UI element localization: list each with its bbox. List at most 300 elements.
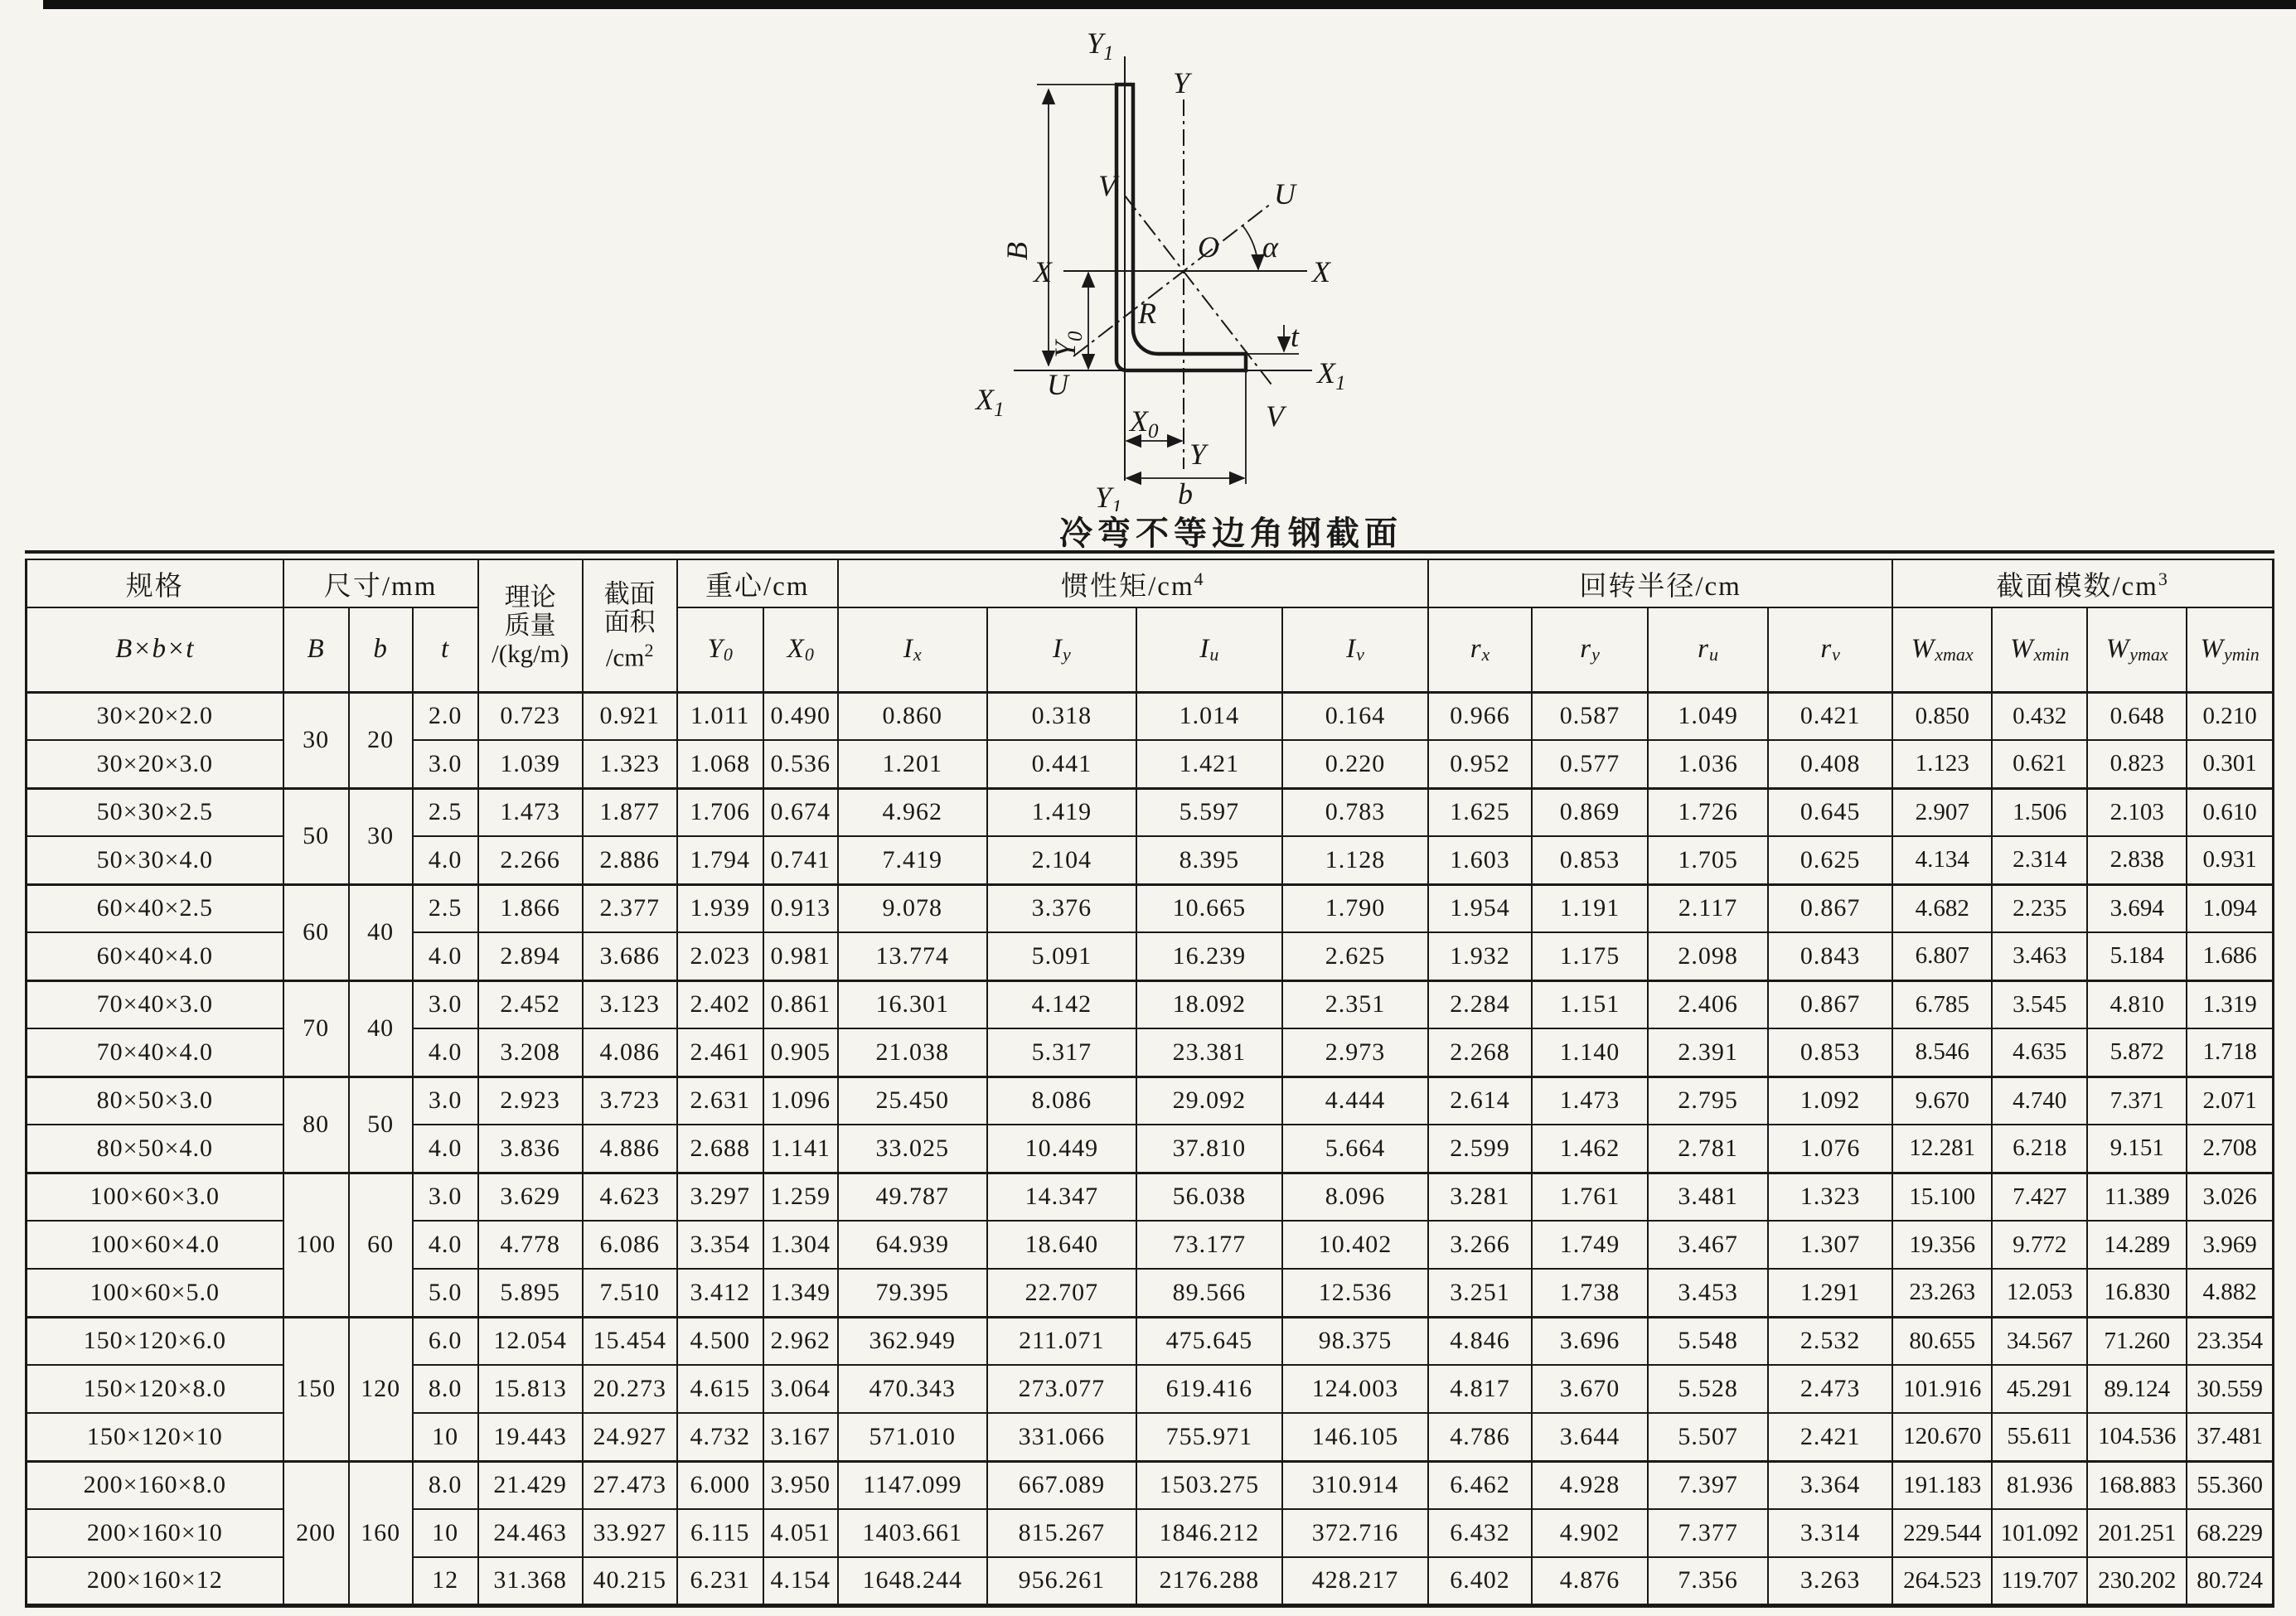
label-x-left: X xyxy=(1034,255,1052,288)
value-cell: 0.490 xyxy=(763,692,838,740)
spec-cell: 100×60×4.0 xyxy=(27,1221,283,1269)
value-cell: 0.913 xyxy=(763,884,838,932)
value-cell: 98.375 xyxy=(1282,1317,1428,1365)
value-cell: 0.921 xyxy=(583,692,677,740)
value-cell: 12 xyxy=(413,1557,478,1605)
value-cell: 4.902 xyxy=(1532,1509,1648,1557)
value-cell: 4.817 xyxy=(1428,1365,1532,1413)
spec-cell: 100×60×3.0 xyxy=(27,1173,283,1221)
value-cell: 20.273 xyxy=(583,1365,677,1413)
col-iu: $I_u$ xyxy=(1136,607,1282,692)
value-cell: 80.655 xyxy=(1892,1317,1992,1365)
value-cell: 12.536 xyxy=(1282,1269,1428,1317)
spec-cell: 150×120×10 xyxy=(27,1413,283,1461)
value-cell: 0.783 xyxy=(1282,788,1428,836)
value-cell: 2.406 xyxy=(1648,980,1768,1028)
value-cell: 3.545 xyxy=(1992,980,2087,1028)
value-cell: 120.670 xyxy=(1892,1413,1992,1461)
col-radius-group-header: 回转半径/cm xyxy=(1428,559,1892,607)
value-cell: 9.078 xyxy=(838,884,987,932)
value-cell: 1.625 xyxy=(1428,788,1532,836)
value-cell: 0.966 xyxy=(1428,692,1532,740)
value-cell: 4.0 xyxy=(413,1221,478,1269)
value-cell: 1147.099 xyxy=(838,1461,987,1509)
value-cell: 1.462 xyxy=(1532,1125,1648,1173)
value-cell: 3.314 xyxy=(1768,1509,1892,1557)
value-cell: 8.086 xyxy=(987,1077,1136,1125)
col-spec-header: 规格 xyxy=(27,559,283,607)
value-cell: 201.251 xyxy=(2087,1509,2187,1557)
value-cell: 168.883 xyxy=(2087,1461,2187,1509)
value-cell: 2.708 xyxy=(2187,1125,2273,1173)
diagram-caption: 冷弯不等边角钢截面 xyxy=(1059,515,1402,552)
col-b: b xyxy=(349,607,413,692)
value-cell: 2.268 xyxy=(1428,1028,1532,1077)
col-iv: $I_v$ xyxy=(1282,607,1428,692)
value-cell: 29.092 xyxy=(1136,1077,1282,1125)
value-cell: 16.239 xyxy=(1136,932,1282,980)
value-cell: 2.532 xyxy=(1768,1317,1892,1365)
value-cell: 2.631 xyxy=(677,1077,763,1125)
value-cell: 89.566 xyxy=(1136,1269,1282,1317)
value-cell: 1.011 xyxy=(677,692,763,740)
value-cell: 23.381 xyxy=(1136,1028,1282,1077)
col-size-group-header: 尺寸/mm xyxy=(283,559,478,607)
value-cell: 2.838 xyxy=(2087,836,2187,884)
value-cell: 273.077 xyxy=(987,1365,1136,1413)
value-cell: 1.096 xyxy=(763,1077,838,1125)
table-row xyxy=(27,884,2274,932)
col-rx: $r_x$ xyxy=(1428,607,1532,692)
value-cell: 1.068 xyxy=(677,740,763,788)
value-cell: 5.507 xyxy=(1648,1413,1768,1461)
label-y-top: Y xyxy=(1173,66,1190,99)
spec-cell: 60×40×4.0 xyxy=(27,932,283,980)
value-cell: 0.318 xyxy=(987,692,1136,740)
value-cell: 0.408 xyxy=(1768,740,1892,788)
value-cell: 25.450 xyxy=(838,1077,987,1125)
value-cell: 0.220 xyxy=(1282,740,1428,788)
value-cell: 1.603 xyxy=(1428,836,1532,884)
section-properties-table xyxy=(25,559,2274,1608)
value-cell: 1.094 xyxy=(2187,884,2273,932)
value-cell: 81.936 xyxy=(1992,1461,2087,1509)
value-cell: 3.453 xyxy=(1648,1269,1768,1317)
spec-cell: 50×30×2.5 xyxy=(27,788,283,836)
value-cell: 956.261 xyxy=(987,1557,1136,1605)
value-cell: 1.141 xyxy=(763,1125,838,1173)
value-cell: 2.235 xyxy=(1992,884,2087,932)
dim-b-cell: 40 xyxy=(349,884,413,980)
value-cell: 5.091 xyxy=(987,932,1136,980)
value-cell: 33.025 xyxy=(838,1125,987,1173)
axis-v xyxy=(1125,196,1274,388)
col-B: B xyxy=(283,607,349,692)
value-cell: 2.894 xyxy=(478,932,583,980)
value-cell: 7.371 xyxy=(2087,1077,2187,1125)
value-cell: 6.432 xyxy=(1428,1509,1532,1557)
value-cell: 1.473 xyxy=(1532,1077,1648,1125)
value-cell: 3.263 xyxy=(1768,1557,1892,1605)
col-iy: $I_y$ xyxy=(987,607,1136,692)
value-cell: 0.441 xyxy=(987,740,1136,788)
value-cell: 34.567 xyxy=(1992,1317,2087,1365)
value-cell: 7.397 xyxy=(1648,1461,1768,1509)
value-cell: 0.981 xyxy=(763,932,838,980)
value-cell: 2.5 xyxy=(413,884,478,932)
value-cell: 23.263 xyxy=(1892,1269,1992,1317)
value-cell: 2.284 xyxy=(1428,980,1532,1028)
value-cell: 16.301 xyxy=(838,980,987,1028)
value-cell: 5.528 xyxy=(1648,1365,1768,1413)
value-cell: 2.599 xyxy=(1428,1125,1532,1173)
value-cell: 2.098 xyxy=(1648,932,1768,980)
value-cell: 101.092 xyxy=(1992,1509,2087,1557)
value-cell: 15.100 xyxy=(1892,1173,1992,1221)
value-cell: 2.377 xyxy=(583,884,677,932)
value-cell: 3.481 xyxy=(1648,1173,1768,1221)
value-cell: 1.319 xyxy=(2187,980,2273,1028)
value-cell: 7.427 xyxy=(1992,1173,2087,1221)
value-cell: 0.931 xyxy=(2187,836,2273,884)
col-x0: $X_0$ xyxy=(763,607,838,692)
value-cell: 2.402 xyxy=(677,980,763,1028)
value-cell: 3.0 xyxy=(413,1173,478,1221)
value-cell: 0.869 xyxy=(1532,788,1648,836)
value-cell: 0.860 xyxy=(838,692,987,740)
value-cell: 79.395 xyxy=(838,1269,987,1317)
spec-cell: 150×120×6.0 xyxy=(27,1317,283,1365)
value-cell: 2.781 xyxy=(1648,1125,1768,1173)
value-cell: 362.949 xyxy=(838,1317,987,1365)
angle-section-diagram xyxy=(941,18,1521,511)
mass-label-line1: 理论 xyxy=(504,582,556,612)
value-cell: 1.473 xyxy=(478,788,583,836)
value-cell: 1.076 xyxy=(1768,1125,1892,1173)
dim-B-cell: 200 xyxy=(283,1461,349,1605)
spec-cell: 30×20×3.0 xyxy=(27,740,283,788)
value-cell: 1.291 xyxy=(1768,1269,1892,1317)
value-cell: 0.843 xyxy=(1768,932,1892,980)
value-cell: 4.051 xyxy=(763,1509,838,1557)
value-cell: 4.0 xyxy=(413,836,478,884)
value-cell: 310.914 xyxy=(1282,1461,1428,1509)
label-B-dim: B xyxy=(1000,242,1034,260)
value-cell: 2.117 xyxy=(1648,884,1768,932)
value-cell: 2.795 xyxy=(1648,1077,1768,1125)
value-cell: 15.454 xyxy=(583,1317,677,1365)
value-cell: 5.895 xyxy=(478,1269,583,1317)
mass-unit: /(kg/m) xyxy=(492,638,569,668)
spec-cell: 150×120×8.0 xyxy=(27,1365,283,1413)
value-cell: 30.559 xyxy=(2187,1365,2273,1413)
value-cell: 12.054 xyxy=(478,1317,583,1365)
header-row-columns xyxy=(27,607,2274,692)
value-cell: 1.036 xyxy=(1648,740,1768,788)
value-cell: 0.210 xyxy=(2187,692,2273,740)
value-cell: 5.872 xyxy=(2087,1028,2187,1077)
value-cell: 4.786 xyxy=(1428,1413,1532,1461)
value-cell: 1503.275 xyxy=(1136,1461,1282,1509)
value-cell: 1.954 xyxy=(1428,884,1532,932)
value-cell: 24.463 xyxy=(478,1509,583,1557)
value-cell: 22.707 xyxy=(987,1269,1136,1317)
value-cell: 428.217 xyxy=(1282,1557,1428,1605)
col-ix: $I_x$ xyxy=(838,607,987,692)
value-cell: 55.360 xyxy=(2187,1461,2273,1509)
value-cell: 619.416 xyxy=(1136,1365,1282,1413)
value-cell: 40.215 xyxy=(583,1557,677,1605)
value-cell: 2.625 xyxy=(1282,932,1428,980)
value-cell: 2176.288 xyxy=(1136,1557,1282,1605)
value-cell: 1.049 xyxy=(1648,692,1768,740)
spec-cell: 100×60×5.0 xyxy=(27,1269,283,1317)
value-cell: 3.0 xyxy=(413,740,478,788)
value-cell: 24.927 xyxy=(583,1413,677,1461)
value-cell: 6.115 xyxy=(677,1509,763,1557)
value-cell: 104.536 xyxy=(2087,1413,2187,1461)
value-cell: 4.086 xyxy=(583,1028,677,1077)
value-cell: 1.128 xyxy=(1282,836,1428,884)
value-cell: 1.686 xyxy=(2187,932,2273,980)
value-cell: 1648.244 xyxy=(838,1557,987,1605)
value-cell: 230.202 xyxy=(2087,1557,2187,1605)
value-cell: 19.443 xyxy=(478,1413,583,1461)
value-cell: 1.705 xyxy=(1648,836,1768,884)
value-cell: 1.866 xyxy=(478,884,583,932)
section-properties-tablewrap xyxy=(25,550,2274,1608)
value-cell: 3.376 xyxy=(987,884,1136,932)
dim-b-cell: 160 xyxy=(349,1461,413,1605)
label-u-bottom: U xyxy=(1047,368,1068,401)
value-cell: 4.142 xyxy=(987,980,1136,1028)
value-cell: 2.473 xyxy=(1768,1365,1892,1413)
spec-cell: 70×40×3.0 xyxy=(27,980,283,1028)
value-cell: 5.548 xyxy=(1648,1317,1768,1365)
axis-u xyxy=(1073,204,1271,356)
label-v-bottom: V xyxy=(1266,399,1284,433)
value-cell: 1.259 xyxy=(763,1173,838,1221)
value-cell: 2.391 xyxy=(1648,1028,1768,1077)
spec-cell: 30×20×2.0 xyxy=(27,692,283,740)
value-cell: 124.003 xyxy=(1282,1365,1428,1413)
value-cell: 3.123 xyxy=(583,980,677,1028)
label-t: t xyxy=(1291,320,1300,353)
value-cell: 6.231 xyxy=(677,1557,763,1605)
value-cell: 4.740 xyxy=(1992,1077,2087,1125)
table-row xyxy=(27,1077,2274,1125)
value-cell: 31.368 xyxy=(478,1557,583,1605)
value-cell: 3.297 xyxy=(677,1173,763,1221)
value-cell: 2.5 xyxy=(413,788,478,836)
value-cell: 0.823 xyxy=(2087,740,2187,788)
value-cell: 3.696 xyxy=(1532,1317,1648,1365)
value-cell: 2.886 xyxy=(583,836,677,884)
value-cell: 1.749 xyxy=(1532,1221,1648,1269)
table-row xyxy=(27,692,2274,740)
value-cell: 755.971 xyxy=(1136,1413,1282,1461)
value-cell: 475.645 xyxy=(1136,1317,1282,1365)
value-cell: 0.432 xyxy=(1992,692,2087,740)
value-cell: 2.351 xyxy=(1282,980,1428,1028)
dim-B-cell: 150 xyxy=(283,1317,349,1461)
value-cell: 191.183 xyxy=(1892,1461,1992,1509)
label-alpha: α xyxy=(1262,230,1278,264)
label-x1-left: $X_1$ xyxy=(976,383,1005,421)
value-cell: 7.419 xyxy=(838,836,987,884)
value-cell: 3.064 xyxy=(763,1365,838,1413)
value-cell: 4.962 xyxy=(838,788,987,836)
value-cell: 10 xyxy=(413,1413,478,1461)
value-cell: 0.645 xyxy=(1768,788,1892,836)
table-row xyxy=(27,1461,2274,1509)
scan-edge-bar xyxy=(43,0,2296,9)
value-cell: 3.208 xyxy=(478,1028,583,1077)
value-cell: 3.836 xyxy=(478,1125,583,1173)
value-cell: 119.707 xyxy=(1992,1557,2087,1605)
table-row xyxy=(27,980,2274,1028)
spec-cell: 70×40×4.0 xyxy=(27,1028,283,1077)
value-cell: 1.718 xyxy=(2187,1028,2273,1077)
value-cell: 19.356 xyxy=(1892,1221,1992,1269)
value-cell: 0.674 xyxy=(763,788,838,836)
value-cell: 21.038 xyxy=(838,1028,987,1077)
value-cell: 4.846 xyxy=(1428,1317,1532,1365)
value-cell: 101.916 xyxy=(1892,1365,1992,1413)
value-cell: 4.134 xyxy=(1892,836,1992,884)
value-cell: 211.071 xyxy=(987,1317,1136,1365)
value-cell: 0.625 xyxy=(1768,836,1892,884)
value-cell: 0.867 xyxy=(1768,980,1892,1028)
value-cell: 14.347 xyxy=(987,1173,1136,1221)
label-x0-dim: $X_0$ xyxy=(1130,404,1159,443)
dim-B-cell: 60 xyxy=(283,884,349,980)
dim-B-cell: 70 xyxy=(283,980,349,1077)
dim-b-cell: 60 xyxy=(349,1173,413,1317)
value-cell: 2.266 xyxy=(478,836,583,884)
value-cell: 0.164 xyxy=(1282,692,1428,740)
value-cell: 3.686 xyxy=(583,932,677,980)
value-cell: 14.289 xyxy=(2087,1221,2187,1269)
value-cell: 18.092 xyxy=(1136,980,1282,1028)
value-cell: 470.343 xyxy=(838,1365,987,1413)
area-label-line1: 截面 xyxy=(603,578,656,608)
value-cell: 2.923 xyxy=(478,1077,583,1125)
spec-cell: 60×40×2.5 xyxy=(27,884,283,932)
col-wxmax: $W_{xmax}$ xyxy=(1892,607,1992,692)
label-u-top: U xyxy=(1274,177,1296,210)
value-cell: 2.103 xyxy=(2087,788,2187,836)
col-ru: $r_u$ xyxy=(1648,607,1768,692)
value-cell: 1.323 xyxy=(583,740,677,788)
value-cell: 5.184 xyxy=(2087,932,2187,980)
value-cell: 3.463 xyxy=(1992,932,2087,980)
value-cell: 1.201 xyxy=(838,740,987,788)
value-cell: 5.317 xyxy=(987,1028,1136,1077)
value-cell: 80.724 xyxy=(2187,1557,2273,1605)
value-cell: 8.0 xyxy=(413,1461,478,1509)
value-cell: 9.151 xyxy=(2087,1125,2187,1173)
value-cell: 2.962 xyxy=(763,1317,838,1365)
value-cell: 6.086 xyxy=(583,1221,677,1269)
value-cell: 12.281 xyxy=(1892,1125,1992,1173)
value-cell: 146.105 xyxy=(1282,1413,1428,1461)
spec-cell: 200×160×10 xyxy=(27,1509,283,1557)
value-cell: 8.0 xyxy=(413,1365,478,1413)
label-b-dim: b xyxy=(1178,477,1193,510)
value-cell: 3.412 xyxy=(677,1269,763,1317)
value-cell: 1.092 xyxy=(1768,1077,1892,1125)
value-cell: 7.510 xyxy=(583,1269,677,1317)
value-cell: 8.546 xyxy=(1892,1028,1992,1077)
value-cell: 33.927 xyxy=(583,1509,677,1557)
value-cell: 10.449 xyxy=(987,1125,1136,1173)
label-y-bottom: Y xyxy=(1189,438,1207,471)
value-cell: 3.644 xyxy=(1532,1413,1648,1461)
dim-B-cell: 80 xyxy=(283,1077,349,1173)
value-cell: 9.772 xyxy=(1992,1221,2087,1269)
value-cell: 0.301 xyxy=(2187,740,2273,788)
value-cell: 1846.212 xyxy=(1136,1509,1282,1557)
value-cell: 1.419 xyxy=(987,788,1136,836)
value-cell: 2.688 xyxy=(677,1125,763,1173)
spec-cell: 200×160×8.0 xyxy=(27,1461,283,1509)
value-cell: 2.614 xyxy=(1428,1077,1532,1125)
dim-b-cell: 40 xyxy=(349,980,413,1077)
value-cell: 2.461 xyxy=(677,1028,763,1077)
value-cell: 0.905 xyxy=(763,1028,838,1077)
value-cell: 4.635 xyxy=(1992,1028,2087,1077)
value-cell: 3.266 xyxy=(1428,1221,1532,1269)
value-cell: 4.623 xyxy=(583,1173,677,1221)
value-cell: 3.0 xyxy=(413,980,478,1028)
value-cell: 0.723 xyxy=(478,692,583,740)
value-cell: 2.973 xyxy=(1282,1028,1428,1077)
value-cell: 0.853 xyxy=(1532,836,1648,884)
col-wymin: $W_{ymin}$ xyxy=(2187,607,2273,692)
value-cell: 0.536 xyxy=(763,740,838,788)
value-cell: 1.151 xyxy=(1532,980,1648,1028)
col-ry: $r_y$ xyxy=(1532,607,1648,692)
value-cell: 1.932 xyxy=(1428,932,1532,980)
value-cell: 1.877 xyxy=(583,788,677,836)
value-cell: 4.928 xyxy=(1532,1461,1648,1509)
value-cell: 4.0 xyxy=(413,1028,478,1077)
value-cell: 264.523 xyxy=(1892,1557,1992,1605)
value-cell: 27.473 xyxy=(583,1461,677,1509)
value-cell: 1.790 xyxy=(1282,884,1428,932)
value-cell: 4.882 xyxy=(2187,1269,2273,1317)
value-cell: 1.323 xyxy=(1768,1173,1892,1221)
col-t: t xyxy=(413,607,478,692)
value-cell: 4.778 xyxy=(478,1221,583,1269)
value-cell: 13.774 xyxy=(838,932,987,980)
dim-B-cell: 30 xyxy=(283,692,349,788)
value-cell: 3.467 xyxy=(1648,1221,1768,1269)
value-cell: 3.354 xyxy=(677,1221,763,1269)
col-wxmin: $W_{xmin}$ xyxy=(1992,607,2087,692)
value-cell: 68.229 xyxy=(2187,1509,2273,1557)
value-cell: 64.939 xyxy=(838,1221,987,1269)
dim-b-cell: 50 xyxy=(349,1077,413,1173)
value-cell: 2.452 xyxy=(478,980,583,1028)
label-y1-top: $Y_1$ xyxy=(1087,27,1114,65)
value-cell: 0.421 xyxy=(1768,692,1892,740)
value-cell: 10.402 xyxy=(1282,1221,1428,1269)
value-cell: 667.089 xyxy=(987,1461,1136,1509)
value-cell: 0.850 xyxy=(1892,692,1992,740)
value-cell: 331.066 xyxy=(987,1413,1136,1461)
